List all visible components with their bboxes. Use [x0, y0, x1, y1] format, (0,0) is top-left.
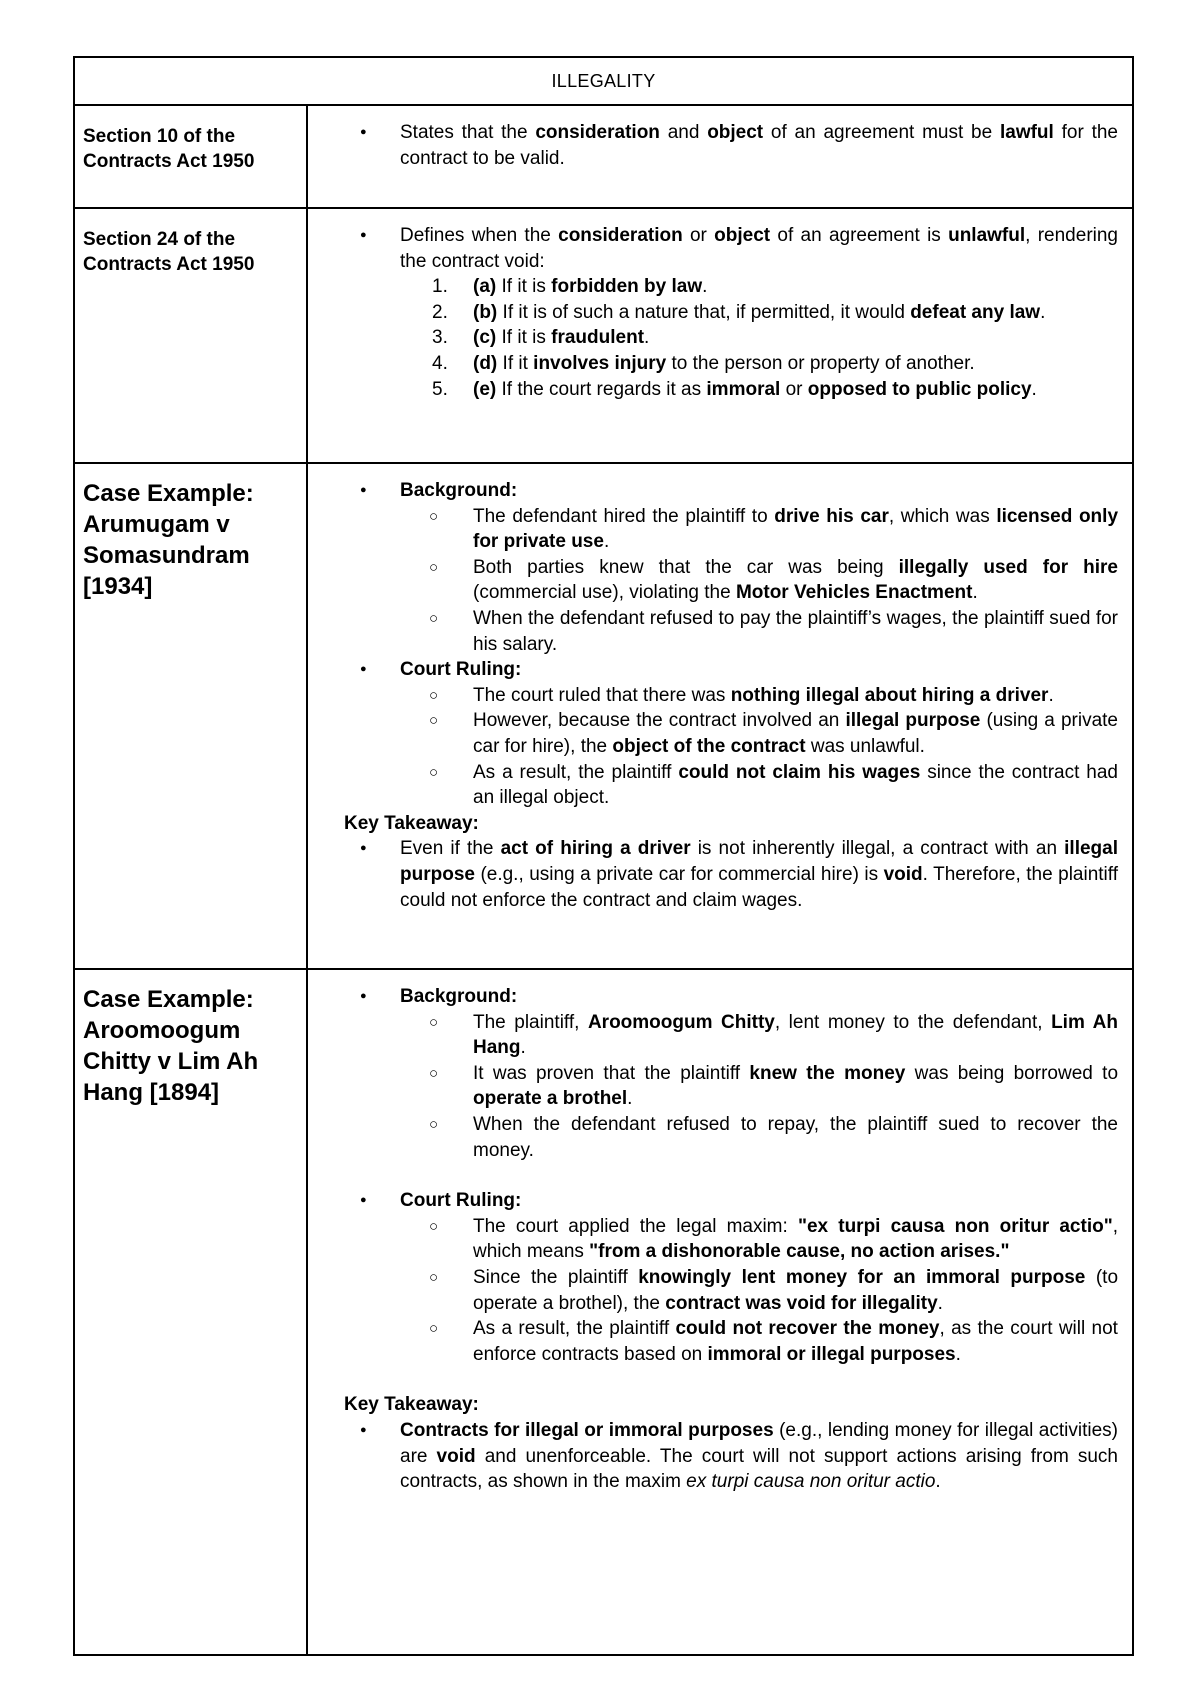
bold-text: consideration [535, 122, 660, 143]
bold-text: unlawful [948, 225, 1026, 246]
list-item [318, 504, 1118, 555]
item-number: 1. [432, 276, 448, 298]
background-heading: ● Background: [318, 478, 1118, 504]
text-run: (e.g., lending money for illegal activities) are [400, 1419, 1118, 1467]
list-item [318, 223, 1118, 274]
text-run: (using a private car for hire), the [473, 710, 1118, 757]
bold-text: contract was void for illegality [665, 1292, 938, 1314]
text-run: or [682, 225, 715, 246]
bold-text: void [883, 863, 923, 885]
text-run: The court applied the legal maxim: [473, 1215, 798, 1237]
text-run: is not inherently illegal, a contract with an [690, 838, 1065, 860]
bold-text: Aroomoogum Chitty [587, 1011, 775, 1033]
text-run: . [520, 1037, 526, 1059]
list-item [318, 1112, 1118, 1163]
bold-text: illegal purpose [845, 710, 981, 732]
bold-text: could not claim his wages [678, 761, 921, 783]
text-run: . [955, 1343, 961, 1365]
section-24-content [307, 208, 1133, 463]
background-list [318, 1010, 1118, 1164]
text-run: , as the court will not enforce contracts based on [473, 1318, 1118, 1365]
numbered-item [318, 300, 1118, 326]
court-ruling-list [318, 683, 1118, 811]
bold-text: nothing illegal about hiring a driver [730, 684, 1049, 706]
text-run: . [1040, 301, 1046, 323]
text-run: was being borrowed to [905, 1062, 1119, 1084]
bold-text: consideration [558, 225, 683, 246]
list-item [318, 1214, 1118, 1265]
text-run: States that the [400, 122, 536, 143]
text-run: of an agreement is [770, 225, 949, 246]
key-takeaway-heading: Key Takeaway: [344, 1394, 479, 1416]
bold-text: object of the contract [612, 735, 806, 757]
list-item [318, 708, 1118, 759]
bold-text: object [714, 225, 771, 246]
list-item [318, 606, 1118, 657]
bold-text: opposed to public policy [807, 378, 1032, 400]
bold-text: could not recover the money [675, 1318, 940, 1340]
text-run: or [780, 378, 808, 400]
list-item [318, 683, 1118, 709]
text-run: Both parties knew that the car was being [473, 556, 899, 578]
text-run: If it is [496, 276, 552, 298]
bold-text: illegal purpose [400, 838, 1118, 885]
item-number: 5. [432, 378, 448, 400]
text-run: The defendant hired the plaintiff to [473, 505, 775, 527]
text-run: . [1048, 684, 1054, 706]
list-item [318, 1316, 1118, 1367]
bold-text: (e) [473, 378, 497, 400]
bold-text: drive his car [774, 505, 889, 527]
court-ruling-list [318, 1214, 1118, 1368]
bold-text: licensed only for private use [473, 505, 1119, 553]
numbered-item [318, 325, 1118, 351]
case-arumugam-row [74, 463, 1133, 969]
bold-text: knew the money [749, 1062, 906, 1084]
text-run: The plaintiff, [473, 1011, 588, 1033]
bold-text: void [436, 1445, 476, 1467]
item-number: 4. [432, 352, 448, 374]
section-24-label: Section 24 of the Contracts Act 1950 [74, 208, 307, 463]
text-run: As a result, the plaintiff [473, 761, 679, 783]
text-run: of an agreement must be [763, 122, 1000, 143]
text-run: and [659, 122, 708, 143]
background-list [318, 504, 1118, 658]
list-item [318, 1061, 1118, 1112]
text-run: . [627, 1088, 633, 1110]
list-item [318, 555, 1118, 606]
text-run: Even if the [400, 838, 501, 860]
section-10-content [307, 105, 1133, 208]
bold-text: lawful [999, 122, 1054, 143]
bold-text: (d) [473, 352, 498, 374]
text-run: for the contract to be valid. [400, 122, 1118, 169]
section-10-label: Section 10 of the Contracts Act 1950 [74, 105, 307, 208]
bold-text: Lim Ah Hang [473, 1011, 1118, 1059]
text-run: . [702, 276, 708, 298]
spacer [318, 1163, 1118, 1188]
numbered-item [318, 351, 1118, 377]
bold-text: forbidden by law [551, 276, 703, 298]
text-run: If the court regards it as [496, 378, 707, 400]
case-arumugam-label: Case Example: Arumugam v Somasundram [1934] [74, 463, 307, 969]
numbered-item [318, 274, 1118, 300]
text-run: (commercial use), violating the [473, 582, 736, 604]
text-run: . [1031, 378, 1037, 400]
bold-text: illegally used for hire [898, 556, 1118, 578]
text-run: If it [497, 352, 534, 374]
text-run: . [937, 1292, 943, 1314]
text-run: (to operate a brothel), the [473, 1266, 1119, 1314]
text-run: It was proven that the plaintiff [473, 1062, 750, 1084]
text-run: . [603, 531, 610, 553]
spacer [318, 1367, 1118, 1392]
case-arumugam-content [307, 463, 1133, 969]
section-10-row [74, 105, 1133, 208]
bold-text: Contracts for illegal or immoral purposes [400, 1419, 774, 1441]
text-run: (e.g., using a private car for commercial hire) is [474, 863, 884, 885]
text-run: . [644, 327, 650, 349]
text-run: Since the plaintiff [473, 1266, 639, 1288]
text-run: , which means [473, 1215, 1118, 1263]
bold-text: (b) [473, 301, 498, 323]
text-run: , which was [888, 505, 997, 527]
text-run: However, because the contract involved an [473, 710, 846, 732]
court-ruling-heading: ● Court Ruling: [318, 1188, 1118, 1214]
bold-text: (a) [473, 276, 497, 298]
text-run: to the person or property of another. [666, 352, 975, 374]
text-run: When the defendant refused to pay the plaintiff’s wages, the plaintiff sued for his salary. [473, 607, 1118, 655]
text-run: . [935, 1471, 941, 1493]
key-takeaway-list [318, 836, 1118, 913]
list-item [318, 760, 1118, 811]
case-aroomoogum-row [74, 969, 1133, 1655]
text-run: . Therefore, the plaintiff could not enforce the contract and claim wages. [400, 863, 1118, 911]
bold-text: fraudulent [551, 327, 645, 349]
bold-text: involves injury [533, 352, 667, 374]
text-run: When the defendant refused to repay, the plaintiff sued to recover the money. [473, 1113, 1118, 1161]
text-run: If it is [496, 327, 552, 349]
key-takeaway-heading: Key Takeaway: [344, 812, 479, 834]
text-run: The court ruled that there was [473, 684, 731, 706]
case-aroomoogum-label: Case Example: Aroomoogum Chitty v Lim Ah Hang [1894] [74, 969, 307, 1655]
item-number: 2. [432, 301, 448, 323]
illegality-table [73, 56, 1134, 1656]
bold-text: immoral or illegal purposes [707, 1343, 956, 1365]
text-run: since the contract had an illegal object. [473, 761, 1118, 809]
text-run: . [972, 582, 978, 604]
bold-text: defeat any law [910, 301, 1041, 323]
case-aroomoogum-content [307, 969, 1133, 1655]
bold-text: object [707, 122, 764, 143]
text-run: As a result, the plaintiff [473, 1318, 676, 1340]
list-item [318, 120, 1118, 171]
text-run: Defines when the [400, 225, 559, 246]
item-number: 3. [432, 327, 448, 349]
numbered-item [318, 377, 1118, 403]
bold-text: operate a brothel [473, 1088, 628, 1110]
title-row [74, 57, 1133, 105]
text-run: , rendering the contract void: [400, 225, 1118, 272]
bold-text: Motor Vehicles Enactment [735, 582, 973, 604]
section-24-ordered-list [318, 274, 1118, 402]
bold-text: (c) [473, 327, 497, 349]
list-item [318, 1010, 1118, 1061]
text-run: was unlawful. [805, 735, 925, 757]
list-item [318, 836, 1118, 913]
bold-text: "from a dishonorable cause, no action arises." [589, 1241, 1010, 1263]
list-item [318, 1265, 1118, 1316]
list-item [318, 1418, 1118, 1495]
key-takeaway-list [318, 1418, 1118, 1495]
text-run: If it is of such a nature that, if permitted, it would [497, 301, 911, 323]
table-title: ILLEGALITY [74, 57, 1133, 105]
background-heading: ● Background: [318, 984, 1118, 1010]
italic-text: ex turpi causa non oritur actio [686, 1471, 936, 1493]
bold-text: "ex turpi causa non oritur actio" [797, 1215, 1113, 1237]
bold-text: act of hiring a driver [500, 838, 691, 860]
bold-text: immoral [706, 378, 781, 400]
court-ruling-heading: ● Court Ruling: [318, 657, 1118, 683]
text-run: and unenforceable. The court will not support actions arising from such contracts, as shown in the maxim [400, 1445, 1118, 1493]
bold-text: knowingly lent money for an immoral purpose [638, 1266, 1086, 1288]
text-run: , lent money to the defendant, [774, 1011, 1052, 1033]
section-24-row [74, 208, 1133, 463]
